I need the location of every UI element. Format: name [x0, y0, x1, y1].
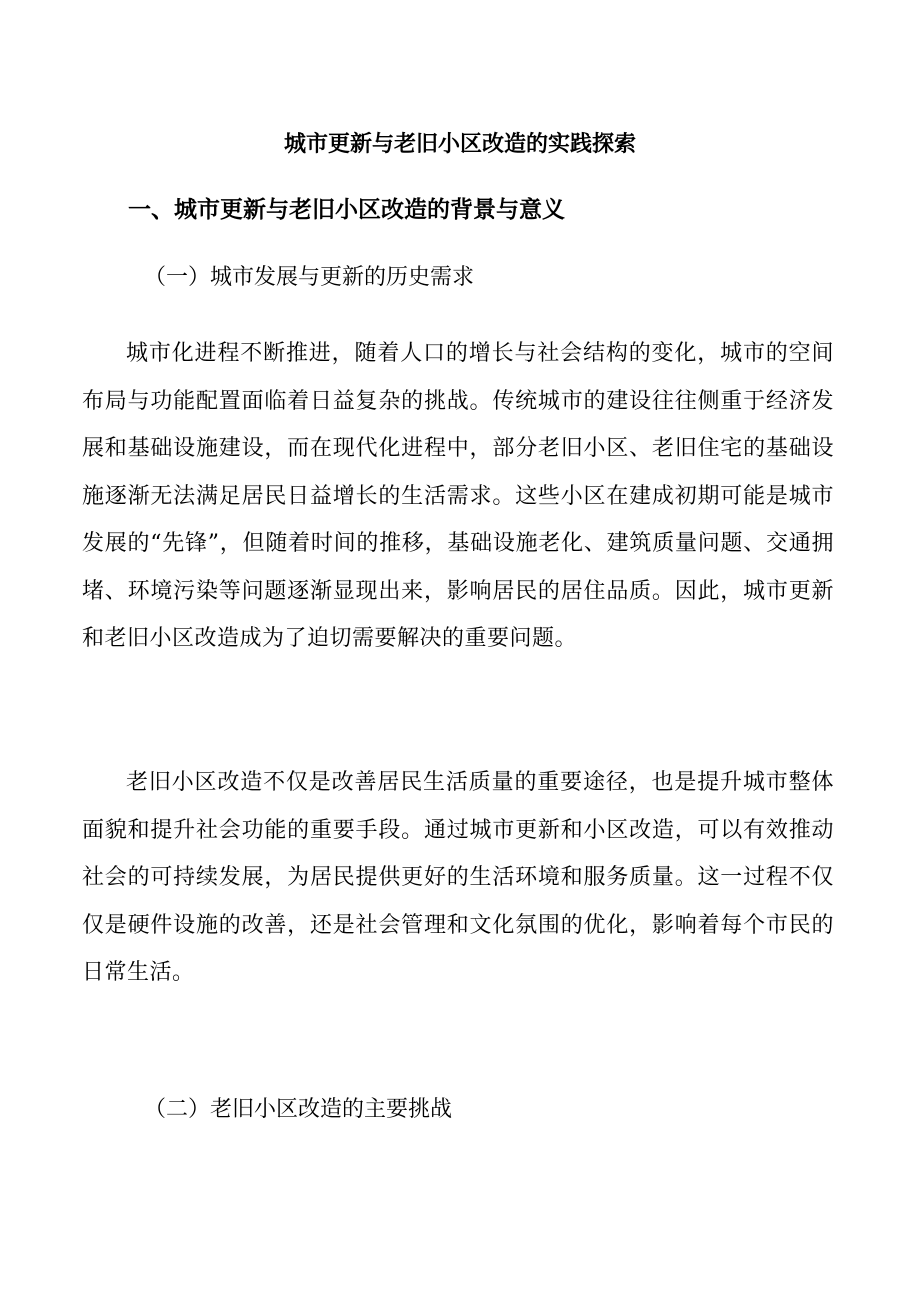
subsection-heading-1: （一）城市发展与更新的历史需求: [144, 265, 475, 290]
subsection-heading-2: （二）老旧小区改造的主要挑战: [144, 1097, 453, 1122]
body-paragraph-2: 老旧小区改造不仅是改善居民生活质量的重要途径，也是提升城市整体面貌和提升社会功能的重要手段。通过城市更新和小区改造，可以有效推动社会的可持续发展，为居民提供更好的生活环境和服务质量。这一过程不仅仅是硬件设施的改善，还是社会管理和文化氛围的优化，影响着每个市民的日常生活。: [82, 770, 834, 985]
document-title: 城市更新与老旧小区改造的实践探索: [283, 131, 636, 157]
body-paragraph-1: 城市化进程不断推进，随着人口的增长与社会结构的变化，城市的空间布局与功能配置面临着日益复杂的挑战。传统城市的建设往往侧重于经济发展和基础设施建设，而在现代化进程中，部分老旧小区、老旧住宅的基础设施逐渐无法满足居民日益增长的生活需求。这些小区在建成初期可能是城市发展的“先锋”，但随着时间的推移，基础设施老化、建筑质量问题、交通拥堵、环境污染等问题逐渐显现出来，影响居民的居住品质。因此，城市更新和老旧小区改造成为了迫切需要解决的重要问题。: [82, 341, 834, 651]
section-heading: 一、城市更新与老旧小区改造的背景与意义: [128, 196, 565, 223]
